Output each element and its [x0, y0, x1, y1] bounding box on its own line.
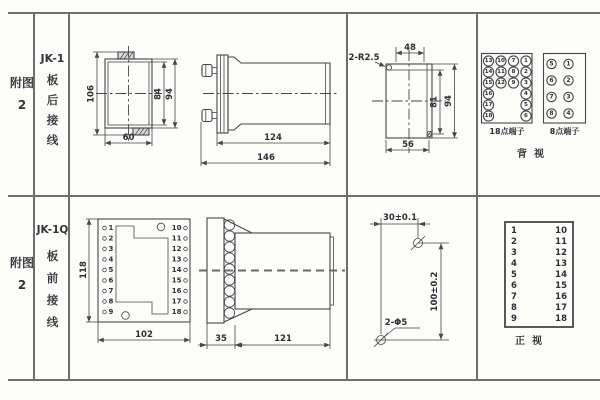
dim-30 [370, 213, 430, 334]
slot-callout [348, 53, 385, 67]
svg-text:18: 18 [555, 314, 567, 324]
svg-text:60: 60 [122, 133, 135, 143]
svg-text:18: 18 [484, 113, 493, 119]
svg-text:2: 2 [511, 237, 517, 247]
svg-text:7: 7 [511, 58, 516, 64]
side-view-body [202, 55, 339, 133]
svg-text:3: 3 [108, 245, 114, 253]
dim-121 [235, 309, 330, 349]
svg-text:14: 14 [555, 270, 567, 280]
svg-text:118: 118 [79, 261, 89, 279]
svg-text:9: 9 [108, 308, 114, 316]
svg-text:16: 16 [171, 287, 182, 295]
svg-text:7: 7 [511, 292, 517, 302]
svg-text:4: 4 [511, 259, 517, 269]
svg-text:7: 7 [549, 93, 554, 101]
svg-text:124: 124 [264, 133, 282, 143]
svg-text:8: 8 [108, 297, 114, 306]
dim-118 [79, 219, 98, 322]
jk1q-drilling-template-drawing [347, 196, 477, 380]
svg-text:16: 16 [484, 91, 493, 97]
svg-text:10: 10 [497, 58, 505, 64]
svg-text:15: 15 [171, 276, 182, 285]
svg-text:84: 84 [153, 88, 164, 100]
jk1-rear-terminal-layout [477, 12, 600, 196]
jk1-front-and-side-view-drawing [69, 12, 347, 196]
jk1q-front-and-side-view-drawing [69, 196, 347, 380]
front-panel-terminals-left [103, 224, 114, 316]
svg-text:11: 11 [171, 234, 182, 243]
front-panel-terminals-right [172, 224, 188, 316]
model-label-bottom: JK-1Q [36, 224, 69, 236]
jk1q-front-terminal-table [477, 196, 600, 380]
svg-text:16: 16 [555, 292, 567, 302]
svg-text:8点端子: 8点端子 [549, 127, 580, 136]
svg-text:12: 12 [497, 80, 505, 86]
svg-text:30±0.1: 30±0.1 [382, 213, 418, 223]
svg-text:10: 10 [555, 226, 567, 236]
svg-text:11: 11 [497, 69, 505, 75]
jk1-panel-cutout-drawing [347, 12, 477, 196]
terminal-block-8 [544, 54, 586, 137]
grid-vline-1 [33, 12, 35, 381]
svg-text:2: 2 [566, 77, 571, 84]
svg-text:8: 8 [511, 303, 517, 313]
hole-callout [384, 318, 420, 337]
svg-text:6: 6 [524, 113, 528, 119]
svg-text:6: 6 [511, 281, 517, 291]
svg-text:4: 4 [108, 255, 114, 264]
svg-text:2: 2 [524, 69, 528, 75]
drill-hole-top [411, 236, 449, 250]
svg-text:94: 94 [165, 88, 175, 100]
svg-text:17: 17 [171, 297, 182, 306]
back-view-label: 背视 [517, 149, 551, 160]
dim-100 [430, 244, 441, 340]
svg-text:14: 14 [484, 69, 493, 75]
side-view-q-body [199, 218, 345, 323]
svg-text:100±0.2: 100±0.2 [430, 271, 440, 312]
terminal-block-18 [482, 54, 533, 137]
svg-text:1: 1 [511, 226, 517, 236]
svg-text:146: 146 [257, 153, 275, 163]
svg-text:1: 1 [108, 224, 114, 232]
svg-text:5: 5 [511, 270, 517, 280]
dim-102 [98, 322, 190, 343]
wiring-label-top: 板后接线 [46, 73, 59, 147]
svg-text:106: 106 [86, 85, 97, 103]
svg-text:94: 94 [444, 95, 454, 107]
svg-text:81: 81 [429, 96, 440, 108]
dim-124 [217, 124, 330, 146]
svg-text:14: 14 [171, 266, 182, 274]
svg-text:2-Φ5: 2-Φ5 [384, 318, 408, 328]
svg-text:6: 6 [108, 276, 114, 285]
svg-text:12: 12 [171, 245, 182, 253]
svg-text:13: 13 [555, 259, 567, 269]
svg-text:2: 2 [108, 234, 114, 243]
svg-text:3: 3 [524, 80, 528, 86]
svg-text:8: 8 [511, 69, 516, 75]
svg-text:5: 5 [524, 102, 528, 108]
terminal-number-table [505, 222, 573, 327]
svg-text:9: 9 [511, 314, 517, 324]
wiring-label-bottom: 板前接线 [46, 249, 59, 329]
fig-label-top: 附图2 [10, 76, 35, 112]
svg-text:35: 35 [215, 334, 227, 344]
svg-text:48: 48 [404, 43, 416, 53]
svg-text:18点端子: 18点端子 [489, 127, 525, 136]
svg-text:4: 4 [524, 91, 528, 97]
svg-text:9: 9 [511, 80, 516, 86]
front-view-label: 正视 [515, 336, 549, 347]
svg-text:1: 1 [566, 60, 571, 68]
svg-text:3: 3 [566, 93, 571, 101]
svg-text:11: 11 [555, 237, 567, 247]
svg-text:56: 56 [402, 140, 414, 150]
svg-text:102: 102 [135, 330, 153, 340]
svg-text:5: 5 [108, 266, 114, 274]
drill-hole-bottom [374, 333, 449, 347]
svg-text:1: 1 [524, 58, 528, 64]
svg-text:13: 13 [484, 58, 493, 64]
svg-text:7: 7 [108, 287, 114, 295]
svg-text:121: 121 [274, 334, 292, 344]
svg-text:5: 5 [549, 60, 554, 68]
dim-56 [386, 140, 429, 153]
svg-text:8: 8 [549, 110, 554, 117]
dim-48 [396, 43, 424, 62]
dim-81 [387, 70, 444, 134]
model-label-top: JK-1 [40, 52, 65, 65]
svg-text:2-R2.5: 2-R2.5 [348, 53, 380, 63]
svg-text:6: 6 [549, 77, 554, 84]
fig-label-bottom: 附图2 [10, 256, 35, 292]
svg-text:3: 3 [511, 248, 517, 258]
svg-text:12: 12 [555, 248, 567, 258]
svg-text:17: 17 [555, 303, 567, 313]
svg-text:10: 10 [171, 224, 182, 232]
svg-text:4: 4 [566, 110, 571, 117]
svg-text:18: 18 [171, 308, 182, 316]
svg-text:15: 15 [484, 80, 493, 86]
svg-text:13: 13 [171, 255, 182, 264]
svg-text:17: 17 [484, 102, 493, 108]
svg-text:15: 15 [555, 281, 567, 291]
